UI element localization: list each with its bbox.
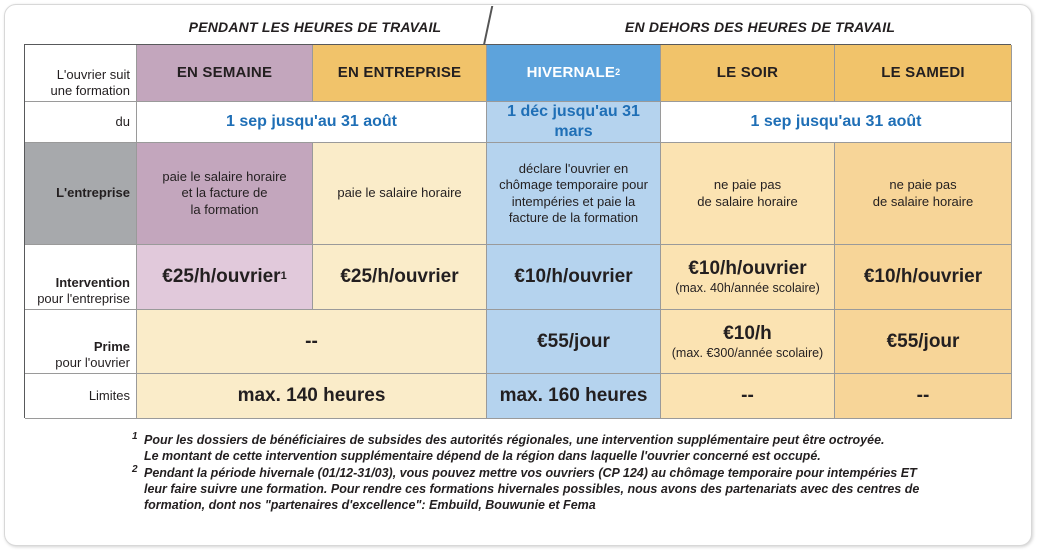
footnote-2: 2 Pendant la période hivernale (01/12-31/03), vous pouvez mettre vos ouvriers (CP 124) au chômage temporaire pour intempéries ET leur faire suivre une formation. Pour rendre ces formations hivernales possibles, nous avons des partenariats avec des centres de formation, dont nos "partenaires d'excellence": Embuild, Bouwunie et Fema xyxy=(132,464,920,512)
intervention-hivernale: €10/h/ouvrier xyxy=(487,245,661,310)
company-samedi: ne paie pas de salaire horaire xyxy=(835,143,1012,245)
row-label-limits: Limites xyxy=(25,374,137,419)
bonus-samedi: €55/jour xyxy=(835,310,1012,374)
company-hivernale: déclare l'ouvrier en chômage temporaire pour intempéries et paie la facture de la formation xyxy=(487,143,661,245)
footnotes xyxy=(132,432,998,514)
row-label-period: du xyxy=(25,102,137,143)
row-label-bonus: Prime pour l'ouvrier xyxy=(25,310,137,374)
intervention-semaine: €25/h/ouvrier 1 xyxy=(137,245,313,310)
intervention-samedi: €10/h/ouvrier xyxy=(835,245,1012,310)
company-soir: ne paie pas de salaire horaire xyxy=(661,143,835,245)
company-entreprise: paie le salaire horaire xyxy=(313,143,487,245)
row-label-follows: L'ouvrier suit une formation xyxy=(25,45,137,102)
col-header-semaine: EN SEMAINE xyxy=(137,45,313,102)
row-label-company: L'entreprise xyxy=(25,143,137,245)
limits-soir: -- xyxy=(661,374,835,419)
training-table xyxy=(24,44,1011,418)
header-during-work: PENDANT LES HEURES DE TRAVAIL xyxy=(188,19,442,35)
col-header-entreprise: EN ENTREPRISE xyxy=(313,45,487,102)
row-label-intervention: Intervention pour l'entreprise xyxy=(25,245,137,310)
limits-samedi: -- xyxy=(835,374,1012,419)
col-header-soir: LE SOIR xyxy=(661,45,835,102)
footnote-1: 1 Pour les dossiers de bénéficiaires de subsides des autorités régionales, une intervention supplémentaire peut être octroyée. Le montant de cette intervention supplémentaire dépend de la région dans laquelle l'ouvrier concerné est occupé. xyxy=(132,431,885,463)
bonus-soir: €10/h (max. €300/année scolaire) xyxy=(661,310,835,374)
period-winter: 1 déc jusqu'au 31 mars xyxy=(487,102,661,143)
intervention-soir: €10/h/ouvrier (max. 40h/année scolaire) xyxy=(661,245,835,310)
bonus-during: -- xyxy=(137,310,487,374)
col-header-samedi: LE SAMEDI xyxy=(835,45,1012,102)
limits-during: max. 140 heures xyxy=(137,374,487,419)
company-semaine: paie le salaire horaire et la facture de la formation xyxy=(137,143,313,245)
col-header-hivernale: HIVERNALE 2 xyxy=(487,45,661,102)
period-outside: 1 sep jusqu'au 31 août xyxy=(661,102,1012,143)
intervention-entreprise: €25/h/ouvrier xyxy=(313,245,487,310)
limits-hivernale: max. 160 heures xyxy=(487,374,661,419)
header-outside-work: EN DEHORS DES HEURES DE TRAVAIL xyxy=(624,19,896,35)
bonus-hivernale: €55/jour xyxy=(487,310,661,374)
period-during: 1 sep jusqu'au 31 août xyxy=(137,102,487,143)
